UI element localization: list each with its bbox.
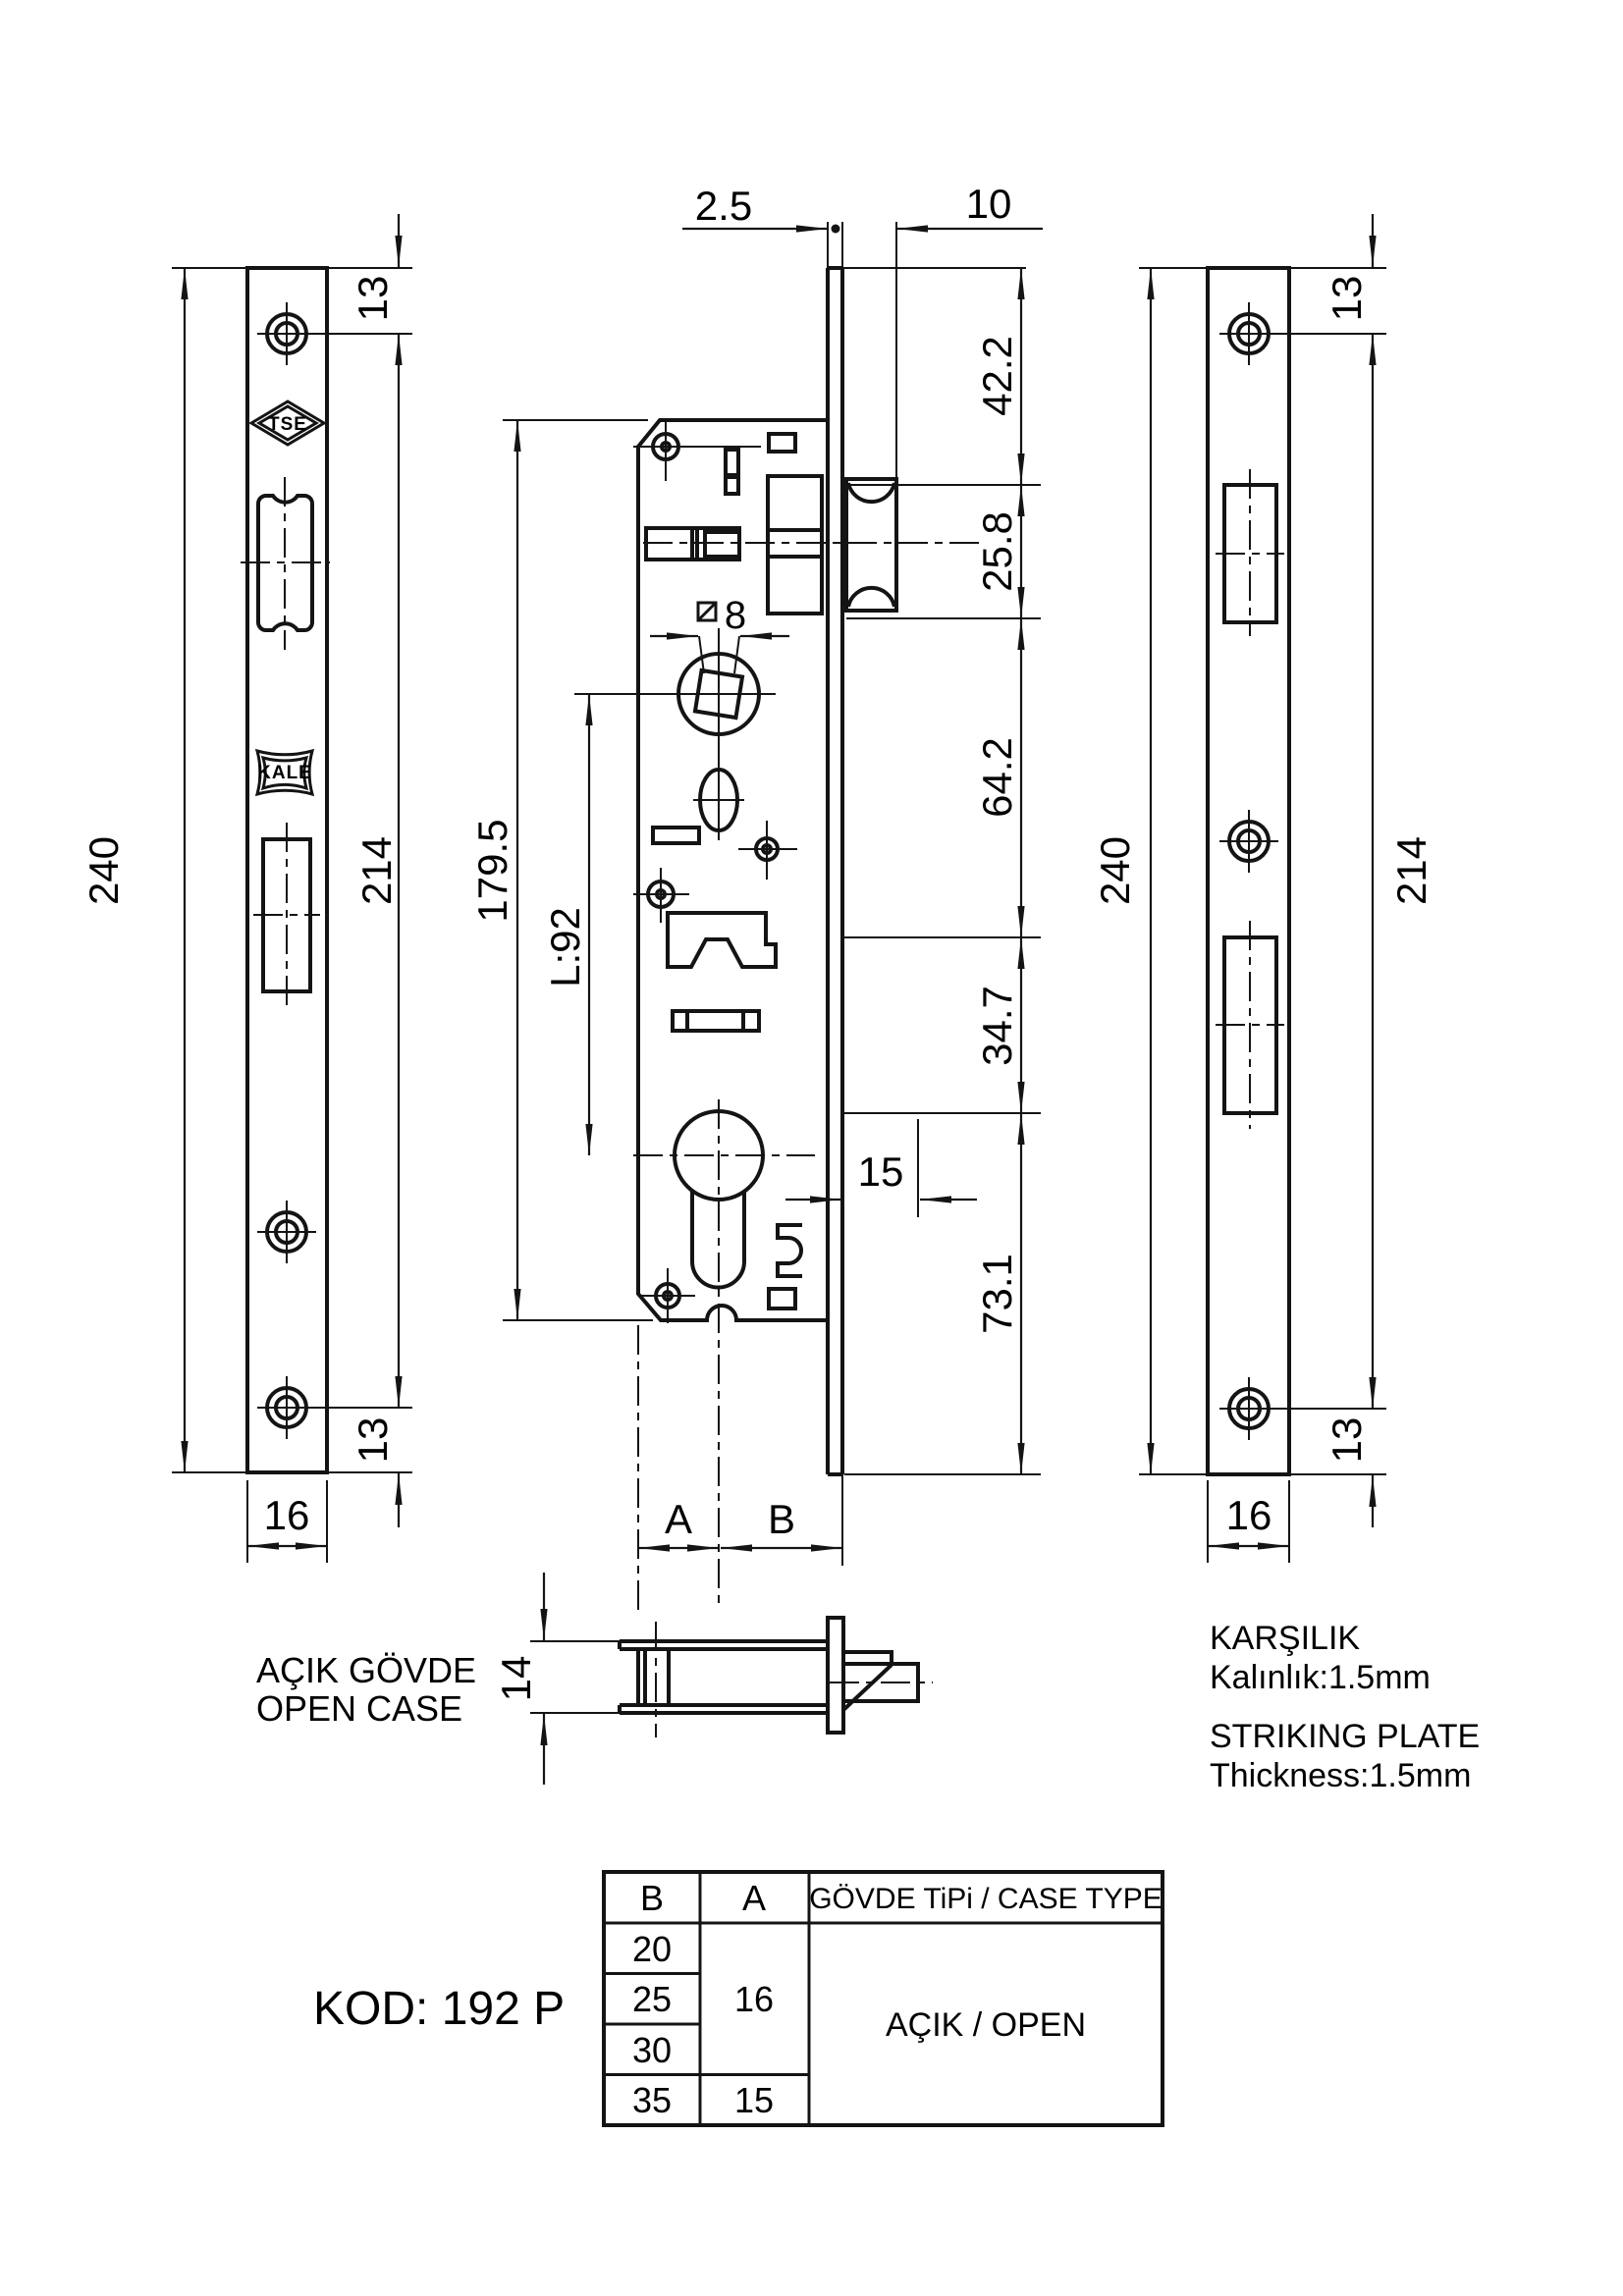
guide-slot-lower — [726, 477, 738, 494]
body-centerlines — [633, 543, 982, 1610]
table-b-30: 30 — [631, 2030, 673, 2070]
tse-logo-text: TSE — [268, 414, 307, 435]
table-case-value: AÇIK / OPEN — [885, 2006, 1087, 2044]
spec-table — [604, 1872, 1163, 2125]
dim-16-right: 16 — [1225, 1492, 1272, 1538]
square-symbol-icon — [698, 603, 716, 620]
dim-15: 15 — [857, 1148, 904, 1195]
dim-179-5: 179.5 — [469, 819, 515, 923]
dim-2-5: 2.5 — [694, 183, 753, 229]
dim-16-left: 16 — [263, 1492, 310, 1538]
dim-14: 14 — [493, 1655, 539, 1702]
lock-body-view — [469, 181, 1043, 1610]
dim-73-1: 73.1 — [974, 1254, 1020, 1334]
dim-reference-dot — [832, 225, 840, 234]
dim-13-top-right: 13 — [1324, 275, 1370, 322]
note-karsilik: KARŞILIK — [1210, 1620, 1361, 1657]
note-striking-plate: STRIKING PLATE — [1210, 1718, 1481, 1755]
bolt-guide-detail — [687, 1011, 743, 1031]
faceplate-front-view — [81, 214, 412, 1563]
dim-b: B — [767, 1496, 796, 1542]
kale-logo — [257, 751, 312, 794]
dim-42-2: 42.2 — [974, 336, 1020, 416]
dim-240-left: 240 — [81, 835, 127, 906]
dim-13-top-left: 13 — [350, 275, 396, 322]
open-case-latch — [843, 1652, 918, 1710]
guide-block — [668, 913, 776, 967]
roller-latch-head — [846, 479, 896, 611]
open-case-centerlines — [656, 1622, 933, 1737]
dim-13-bottom-left: 13 — [350, 1416, 396, 1464]
table-b-25: 25 — [631, 1979, 673, 2019]
spring-plate — [653, 828, 699, 843]
note-thickness: Thickness:1.5mm — [1210, 1757, 1472, 1794]
open-case-label-en: OPEN CASE — [256, 1688, 463, 1729]
latch-housing — [768, 476, 822, 614]
product-code: KOD: 192 P — [313, 1983, 566, 2035]
table-header-a: A — [741, 1878, 767, 1918]
open-case-side-view — [256, 1573, 933, 1785]
open-case-label-tr: AÇIK GÖVDE — [256, 1650, 477, 1690]
dim-34-7: 34.7 — [974, 986, 1020, 1066]
kale-logo-text: KALE — [257, 763, 312, 783]
table-header-case-type: GÖVDE TiPi / CASE TYPE — [809, 1883, 1163, 1915]
open-case-faceplate — [828, 1618, 843, 1733]
faceplate-outline — [247, 268, 327, 1472]
dim-l92: L:92 — [542, 907, 588, 988]
dim-10: 10 — [965, 181, 1012, 227]
dim-a: A — [664, 1496, 693, 1542]
tse-logo — [251, 401, 324, 445]
striking-plate-view — [1092, 214, 1434, 1563]
open-case-part — [620, 1641, 828, 1713]
table-a-15: 15 — [733, 2080, 775, 2120]
body-extension-lines — [503, 222, 1041, 1566]
small-plate — [769, 1289, 795, 1308]
dim-64-2: 64.2 — [974, 737, 1020, 818]
dim-240-right: 240 — [1092, 835, 1138, 906]
dim-214-right: 214 — [1388, 835, 1434, 906]
table-b-35: 35 — [631, 2080, 673, 2120]
dim-25-8: 25.8 — [974, 511, 1020, 592]
stop-pin-slot — [769, 434, 795, 452]
guide-slot-upper — [726, 450, 738, 475]
clip-bracket — [778, 1225, 802, 1276]
dim-13-bottom-right: 13 — [1324, 1416, 1370, 1464]
dim-214-left: 214 — [353, 835, 400, 906]
open-case-extension-lines — [530, 1641, 628, 1713]
table-header-b: B — [639, 1878, 665, 1918]
striking-plate-extension-lines — [1139, 268, 1386, 1563]
striking-plate-note — [1210, 1620, 1480, 1794]
faceplate-centerlines — [241, 477, 330, 1009]
table-a-16: 16 — [733, 1979, 775, 2019]
faceplate-edge-strip — [828, 268, 842, 1474]
note-kalinlik: Kalınlık:1.5mm — [1210, 1659, 1431, 1696]
table-b-20: 20 — [631, 1929, 673, 1969]
dim-8: 8 — [724, 594, 747, 637]
